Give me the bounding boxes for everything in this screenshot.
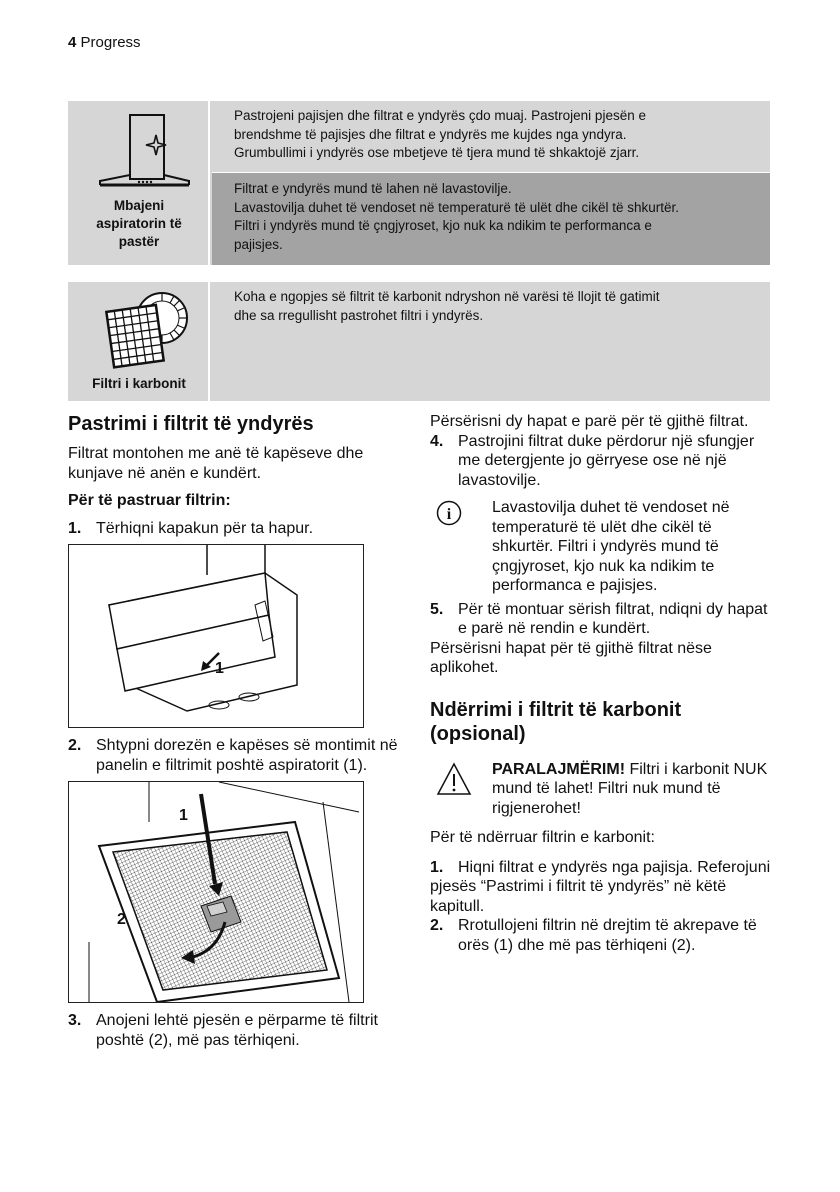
carbon-filter-card xyxy=(68,282,770,401)
warning-note xyxy=(430,760,775,819)
page-number: 4 xyxy=(68,34,77,51)
hood-clean-icon xyxy=(68,105,210,205)
figure-1-callout: 1 xyxy=(215,660,224,677)
step-5: 5. Për të montuar sërish filtrat, ndiqni dy hapat e parë në rendin e kundërt. xyxy=(430,600,768,637)
page-header xyxy=(68,34,141,51)
carbon-filter-heading: Ndërrimi i filtrit të karbonit (opsional) xyxy=(430,698,682,745)
dishwasher-text: Filtrat e yndyrës mund të lahen në lavastovilje. Lavastovilja duhet të vendoset në temperaturë të ulët dhe cikël të shkurtër. Filtri i yndyrës mund të çngjyroset, kjo nuk ka ndikim te performanca e pajisjes. xyxy=(212,172,770,265)
repeat-all-filters: Përsërisni hapat për të gjithë filtrat nëse aplikohet. xyxy=(430,639,712,676)
repeat-first-steps: Përsërisni dy hapat e parë për të gjithë filtrat. xyxy=(430,413,749,430)
grease-filter-illustration xyxy=(69,782,363,1002)
grease-filter-intro: Filtrat montohen me anë të kapëseve dhe kunjave në anën e kundërt. xyxy=(68,445,364,482)
hood-open-illustration xyxy=(69,545,363,727)
cleaning-subheading: Për të pastruar filtrin: xyxy=(68,492,231,509)
info-icon xyxy=(436,500,462,526)
replace-step-1: 1. Hiqni filtrat e yndyrës nga pajisja. Referojuni pjesës “Pastrimi i filtrit të yndyrës” në këtë kapitull. xyxy=(430,858,771,915)
clean-hood-icon-cell xyxy=(68,101,210,265)
replace-step-2: 2. Rrotullojeni filtrin në drejtim të akrepave të orës (1) dhe më pas tërhiqeni (2). xyxy=(430,917,757,954)
figure-2-callout-2: 2 xyxy=(117,911,126,928)
carbon-filter-text: Koha e ngopjes së filtrit të karbonit ndryshon në varësi të llojit të gatimit dhe sa rregullisht pastrohet filtri i yndyrës. xyxy=(234,289,660,323)
carbon-filter-icon-cell xyxy=(68,282,210,401)
svg-text:i: i xyxy=(446,506,452,523)
clean-hood-text: Pastrojeni pajisjen dhe filtrat e yndyrës çdo muaj. Pastrojeni pjesën e brendshme të pajisjes dhe filtrat e yndyrës me kujdes nga yndyra. Grumbullimi i yndyrës ose mbetjeve të tjera mund të shkaktojë zjarr. xyxy=(212,101,770,171)
step-3: 3. Anojeni lehtë pjesën e përparme të filtrit poshtë (2), më pas tërhiqeni. xyxy=(68,1012,378,1049)
clean-hood-card xyxy=(68,101,770,265)
header-title: Progress xyxy=(80,34,141,51)
warning-icon xyxy=(436,762,472,796)
grease-filter-heading: Pastrimi i filtrit të yndyrës xyxy=(68,413,314,435)
warning-title: PARALAJMËRIM! xyxy=(492,760,626,778)
carbon-filter-icon xyxy=(68,286,210,376)
figure-remove-filter xyxy=(68,781,364,1003)
carbon-filter-label: Filtri i karbonit xyxy=(92,376,186,391)
replace-intro: Për të ndërruar filtrin e karbonit: xyxy=(430,829,655,846)
step-4: 4. Pastrojini filtrat duke përdorur një sfungjer me detergjente jo gërryese ose në një lavastovilje. xyxy=(430,432,755,489)
figure-open-cover xyxy=(68,544,364,728)
left-column xyxy=(68,412,402,1050)
step-2: 2. Shtypni dorezën e kapëses së montimit në panelin e filtrimit poshtë aspiratorit (1). xyxy=(68,737,398,774)
step-1: 1. Tërhiqni kapakun për ta hapur. xyxy=(68,519,314,537)
warning-text: Filtri i karbonit NUK mund të lahet! Filtri nuk mund të rigjenerohet! xyxy=(492,760,768,817)
figure-2-callout-1: 1 xyxy=(179,807,188,824)
right-column xyxy=(430,412,775,955)
clean-hood-label: Mbajeni aspiratorin të pastër xyxy=(96,198,182,249)
info-note: i Lavastovilja duhet të vendoset në temperaturë të ulët dhe cikël të shkurtër. Filtri i yndyrës mund të çngjyroset, kjo nuk ka ndikim te performanca e pajisjes. xyxy=(430,498,775,596)
